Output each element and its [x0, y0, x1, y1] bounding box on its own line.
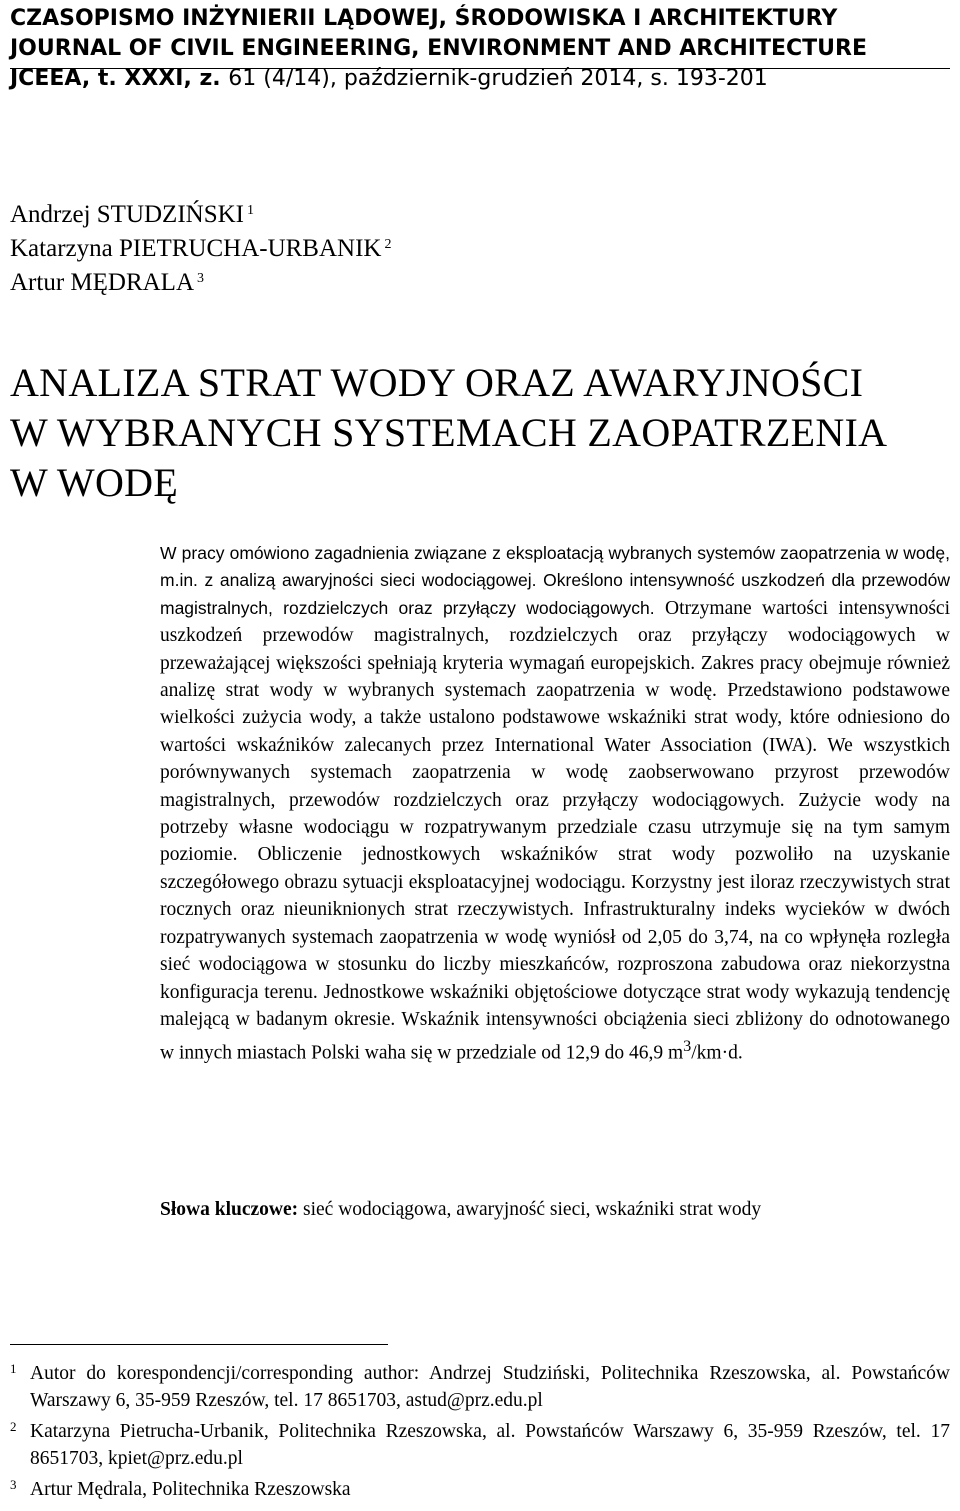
- footnotes: [10, 1360, 950, 1507]
- header-rule: [10, 68, 950, 69]
- keywords: [160, 1196, 950, 1224]
- footnote-text: Katarzyna Pietrucha-Urbanik, Politechnika Rzeszowska, al. Powstańców Warszawy 6, 35-959 Rzeszów, tel. 17 8651703, kpiet@prz.edu.pl: [30, 1421, 950, 1469]
- footnote-rule: [10, 1344, 388, 1345]
- author-entry: [10, 198, 391, 232]
- keywords-text: sieć wodociągowa, awaryjność sieci, wskaźniki strat wody: [298, 1199, 762, 1220]
- footnote: [10, 1476, 950, 1503]
- footnote-number: 1: [10, 1361, 17, 1376]
- journal-header: [10, 4, 950, 94]
- footnote-text: Artur Mędrala, Politechnika Rzeszowska: [30, 1479, 351, 1500]
- author-footnote-marker: 3: [197, 271, 205, 286]
- footnote: [10, 1360, 950, 1414]
- author-name: Artur MĘDRALA: [10, 269, 195, 296]
- journal-name-polish: CZASOPISMO INŻYNIERII LĄDOWEJ, ŚRODOWISKA I ARCHITEKTURY: [10, 6, 838, 31]
- unit-superscript: 3: [683, 1037, 692, 1056]
- footnote-number: 2: [10, 1419, 17, 1434]
- author-name: Andrzej STUDZIŃSKI: [10, 201, 244, 228]
- author-entry: [10, 232, 391, 266]
- title-line: ANALIZA STRAT WODY ORAZ AWARYJNOŚCI: [10, 360, 864, 405]
- abstract: [160, 540, 950, 1067]
- title-line: W WYBRANYCH SYSTEMACH ZAOPATRZENIA: [10, 410, 888, 455]
- abstract-body: Otrzymane wartości intensywności uszkodzeń przewodów magistralnych, rozdzielczych oraz przyłączy wodociągowych w przeważającej większości spełniają kryteria wymagań europejskich. Zakres pracy obejmuje również analizę strat wody w wybranych systemach zaopatrzenia w wodę. Przedstawiono podstawowe wielkości zużycia wody, a także ustalono podstawowe wskaźniki strat wody, które odniesiono do wartości wskaźników zalecanych przez International Water Association (IWA). We wszystkich porównywanych systemach zaopatrzenia w wodę zaobserwowano przyrost przewodów magistralnych, przewodów rozdzielczych oraz przyłączy wodociągowych. Zużycie wody na potrzeby własne wodociągu w rozpatrywanym przedziale czasu utrzymuje się na tym samym poziomie. Obliczenie jednostkowych wskaźników strat wody pozwoliło na uzyskanie szczegółowego obrazu sytuacji eksploatacyjnej wodociągu. Korzystny jest iloraz rzeczywistych strat rocznych oraz nieuniknionych strat rzeczywistych. Infrastrukturalny indeks wycieków w dwóch rozpatrywanych systemach zaopatrzenia w wodę wyniósł od 2,05 do 3,74, na co wpłynęła rozległa sieć wodociągowa w stosunku do liczby mieszkańców, rozproszona zabudowa oraz niekorzystna konfiguracja terenu. Jednostkowe wskaźniki objętościowe dotyczące strat wody wykazują tendencję malejącą w badanym okresie. Wskaźnik intensywności obciążenia sieci zbliżony do odnotowanego w innych miastach Polski waha się w przedziale od 12,9 do 46,9 m: [160, 597, 950, 1064]
- footnote: [10, 1418, 950, 1472]
- author-entry: [10, 266, 391, 300]
- footnote-text: Autor do korespondencji/corresponding author: Andrzej Studziński, Politechnika Rzeszowska, al. Powstańców Warszawy 6, 35-959 Rzeszów, tel. 17 8651703, astud@prz.edu.pl: [30, 1363, 950, 1411]
- title-line: W WODĘ: [10, 460, 179, 505]
- author-footnote-marker: 1: [246, 203, 254, 218]
- author-footnote-marker: 2: [384, 237, 392, 252]
- citation-details: 61 (4/14), październik-grudzień 2014, s. 193-201: [228, 66, 768, 91]
- keywords-label: Słowa kluczowe:: [160, 1199, 299, 1220]
- footnote-number: 3: [10, 1477, 17, 1492]
- journal-name-english: JOURNAL OF CIVIL ENGINEERING, ENVIRONMENT AND ARCHITECTURE: [10, 36, 867, 61]
- author-list: [10, 198, 391, 300]
- citation-prefix: JCEEA, t. XXXI, z.: [10, 66, 229, 91]
- paper-title: [10, 358, 887, 508]
- author-name: Katarzyna PIETRUCHA-URBANIK: [10, 235, 382, 262]
- unit-tail: /km·d.: [691, 1042, 743, 1064]
- abstract-intro: W pracy omówiono zagadnienia związane z eksploatacją wybranych systemów zaopatrzenia w wodę, m.in. z analizą awaryjności sieci wodociągowej. Określono intensywność uszkodzeń dla przewodów magistralnych, rozdzielczych oraz przyłączy wodociągowych.: [160, 543, 950, 618]
